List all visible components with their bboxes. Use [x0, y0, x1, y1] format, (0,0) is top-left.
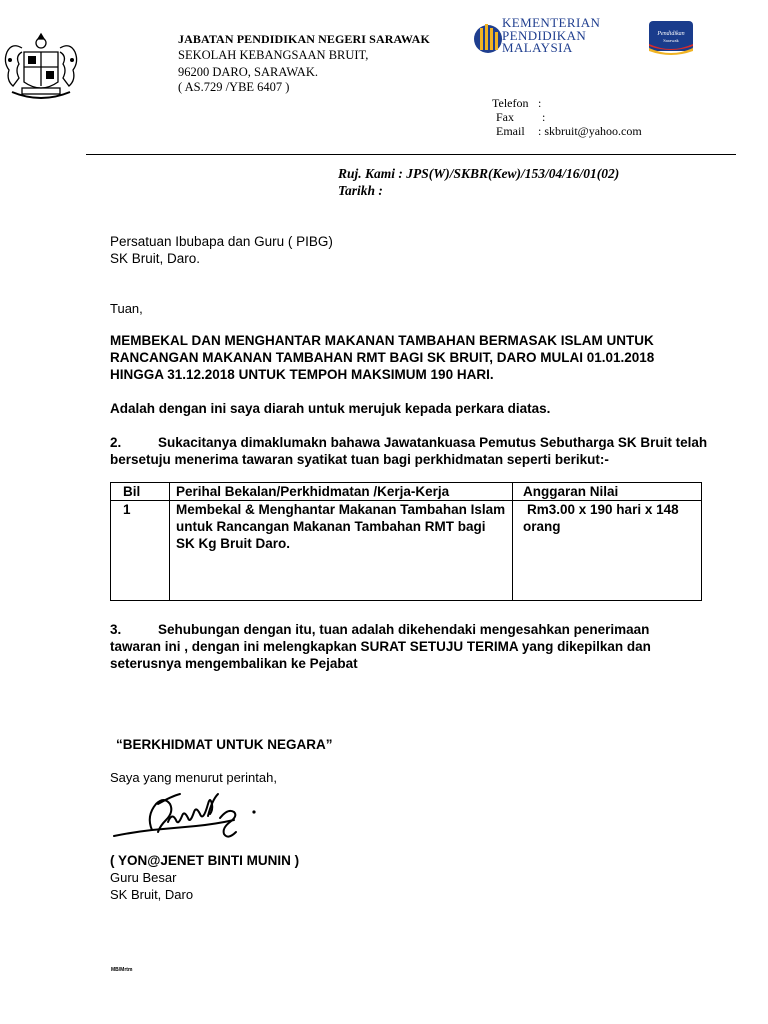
table-cell-nilai	[513, 501, 702, 601]
closing-phrase: Saya yang menurut perintah,	[110, 770, 277, 785]
pendidikan-sarawak-logo-icon	[646, 18, 696, 56]
reference-number: Ruj. Kami : JPS(W)/SKBR(Kew)/153/04/16/01(02)	[338, 166, 620, 181]
fax-value: :	[542, 110, 546, 124]
cell-line: untuk Rancangan Makanan Tambahan RMT bagi	[176, 519, 486, 534]
subject-line: RANCANGAN MAKANAN TAMBAHAN RMT BAGI SK BRUIT, DARO MULAI 01.01.2018	[110, 350, 655, 365]
table-row	[111, 501, 702, 601]
cell-line: Rm3.00 x 190 hari x 148	[527, 502, 679, 517]
services-table	[110, 482, 702, 601]
footer-reference: MB/Mrtm	[111, 967, 133, 973]
kpm-text-line: MALAYSIA	[502, 40, 573, 55]
paragraph-number: 3.	[110, 622, 122, 637]
telefon-label: Telefon	[492, 96, 529, 110]
recipient-line: SK Bruit, Daro.	[110, 251, 201, 266]
table-header-bil: Bil	[111, 483, 170, 501]
table-header-row	[111, 483, 702, 501]
kpm-logo-text	[502, 17, 600, 55]
school-name: SEKOLAH KEBANGSAAN BRUIT,	[178, 48, 369, 62]
paragraph-line: bersetuju menerima tawaran syatikat tuan bagi perkhidmatan seperti berikut:-	[110, 452, 609, 467]
paragraph-line: tawaran ini , dengan ini melengkapkan SURAT SETUJU TERIMA yang dikepilkan dan	[110, 639, 651, 654]
paragraph-text: Sukacitanya dimaklumakn bahawa Jawatankuasa Pemutus Sebutharga SK Bruit telah	[158, 435, 708, 450]
signer-title: Guru Besar	[110, 870, 177, 885]
subject-line: MEMBEKAL DAN MENGHANTAR MAKANAN TAMBAHAN BERMASAK ISLAM UNTUK	[110, 333, 654, 348]
header-divider	[86, 154, 736, 155]
cell-line: orang	[523, 519, 561, 534]
paragraph-line	[110, 434, 707, 451]
fax-label: Fax	[496, 110, 514, 124]
sarawak-logo-line: Sarawak	[663, 38, 679, 43]
recipient-block	[110, 233, 333, 267]
contact-telefon	[492, 96, 541, 111]
table-header-nilai: Anggaran Nilai	[513, 483, 702, 501]
date-line: Tarikh :	[338, 183, 383, 198]
recipient-line: Persatuan Ibubapa dan Guru ( PIBG)	[110, 234, 333, 249]
paragraph-2	[110, 434, 707, 468]
signer-name: ( YON@JENET BINTI MUNIN )	[110, 853, 300, 868]
paragraph-3	[110, 621, 651, 672]
paragraph-line	[110, 621, 651, 638]
table-header-perihal: Perihal Bekalan/Perkhidmatan /Kerja-Kerja	[170, 483, 513, 501]
coat-of-arms-icon	[2, 30, 80, 106]
paragraph-number: 2.	[110, 435, 122, 450]
contact-fax	[496, 110, 545, 125]
salutation: Tuan,	[110, 301, 143, 316]
cell-line: Membekal & Menghantar Makanan Tambahan Islam	[176, 502, 506, 517]
email-value: : skbruit@yahoo.com	[538, 124, 642, 138]
subject-line: HINGGA 31.12.2018 UNTUK TEMPOH MAKSIMUM 190 HARI.	[110, 367, 494, 382]
department-name: JABATAN PENDIDIKAN NEGERI SARAWAK	[178, 32, 430, 46]
table-cell-bil: 1	[111, 501, 170, 601]
table-cell-perihal	[170, 501, 513, 601]
motto: “BERKHIDMAT UNTUK NEGARA”	[116, 737, 333, 752]
contact-email	[496, 124, 642, 139]
paragraph-1: Adalah dengan ini saya diarah untuk merujuk kepada perkara diatas.	[110, 401, 551, 416]
telefon-value: :	[538, 96, 542, 110]
letter-subject	[110, 332, 654, 383]
paragraph-text: Sehubungan dengan itu, tuan adalah dikehendaki mengesahkan penerimaan	[158, 622, 650, 637]
email-label: Email	[496, 124, 525, 138]
signer-school: SK Bruit, Daro	[110, 887, 194, 902]
sarawak-logo-line: Pendidikan	[657, 31, 685, 37]
paragraph-line: seterusnya mengembalikan ke Pejabat	[110, 656, 358, 671]
kpm-text-line: PENDIDIKAN	[502, 27, 587, 43]
school-code: ( AS.729 /YBE 6407 )	[178, 80, 290, 94]
school-address: 96200 DARO, SARAWAK.	[178, 65, 318, 79]
kpm-text-line: KEMENTERIAN	[502, 15, 601, 30]
cell-line: SK Kg Bruit Daro.	[176, 536, 291, 551]
signature-icon	[112, 786, 272, 854]
